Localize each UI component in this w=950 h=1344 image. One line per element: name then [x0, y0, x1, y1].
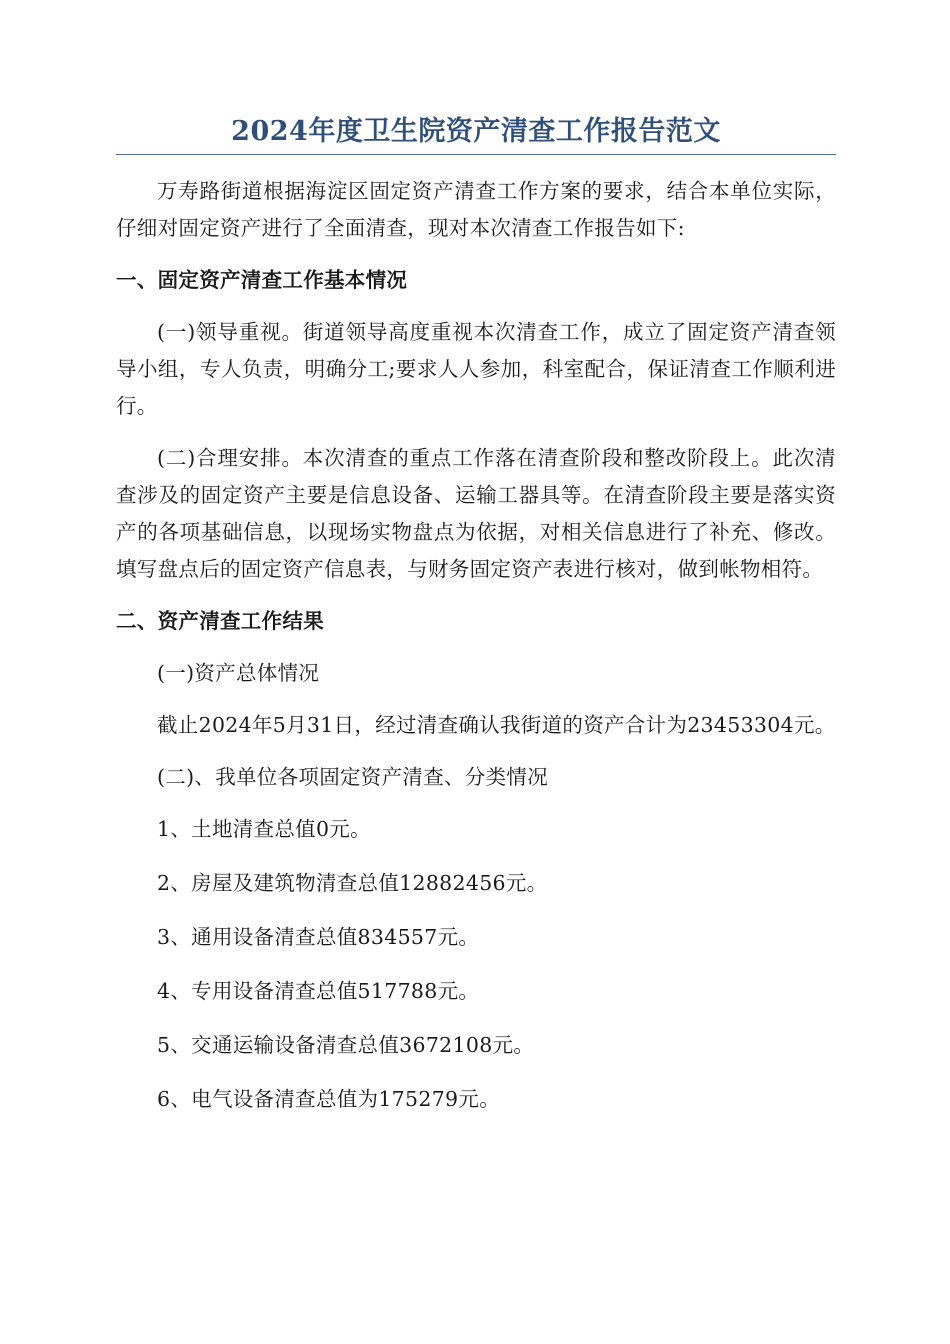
subheading-classification: (二)、我单位各项固定资产清查、分类情况	[157, 765, 548, 789]
list-item: 6、电气设备清查总值为175279元。	[157, 1087, 500, 1111]
title-underline	[116, 154, 836, 155]
intro-paragraph: 万寿路街道根据海淀区固定资产清查工作方案的要求，结合本单位实际，仔细对固定资产进行了全面清查，现对本次清查工作报告如下:	[116, 179, 836, 240]
list-item: 2、房屋及建筑物清查总值12882456元。	[157, 871, 548, 895]
subheading-overall-assets: (一)资产总体情况	[157, 661, 320, 685]
list-item: 4、专用设备清查总值517788元。	[157, 979, 480, 1003]
list-item: 1、土地清查总值0元。	[157, 817, 371, 841]
paragraph-total-assets: 截止2024年5月31日，经过清查确认我街道的资产合计为23453304元。	[157, 713, 836, 737]
section-heading-results: 二、资产清查工作结果	[116, 609, 324, 633]
document-title: 2024年度卫生院资产清查工作报告范文	[231, 116, 721, 147]
paragraph-arrangement: (二)合理安排。本次清查的重点工作落在清查阶段和整改阶段上。此次清查涉及的固定资产主要是信息设备、运输工器具等。在清查阶段主要是落实资产的各项基础信息，以现场实物盘点为依据，对相关信息进行了补充、修改。填写盘点后的固定资产信息表，与财务固定资产表进行核对，做到帐物相符。	[116, 446, 836, 581]
document-page	[116, 112, 836, 1135]
list-item: 3、通用设备清查总值834557元。	[157, 925, 480, 949]
list-item: 5、交通运输设备清查总值3672108元。	[157, 1033, 535, 1057]
paragraph-leadership: (一)领导重视。街道领导高度重视本次清查工作，成立了固定资产清查领导小组，专人负责，明确分工;要求人人参加，科室配合，保证清查工作顺利进行。	[116, 320, 836, 418]
section-heading-basic-situation: 一、固定资产清查工作基本情况	[116, 268, 408, 292]
